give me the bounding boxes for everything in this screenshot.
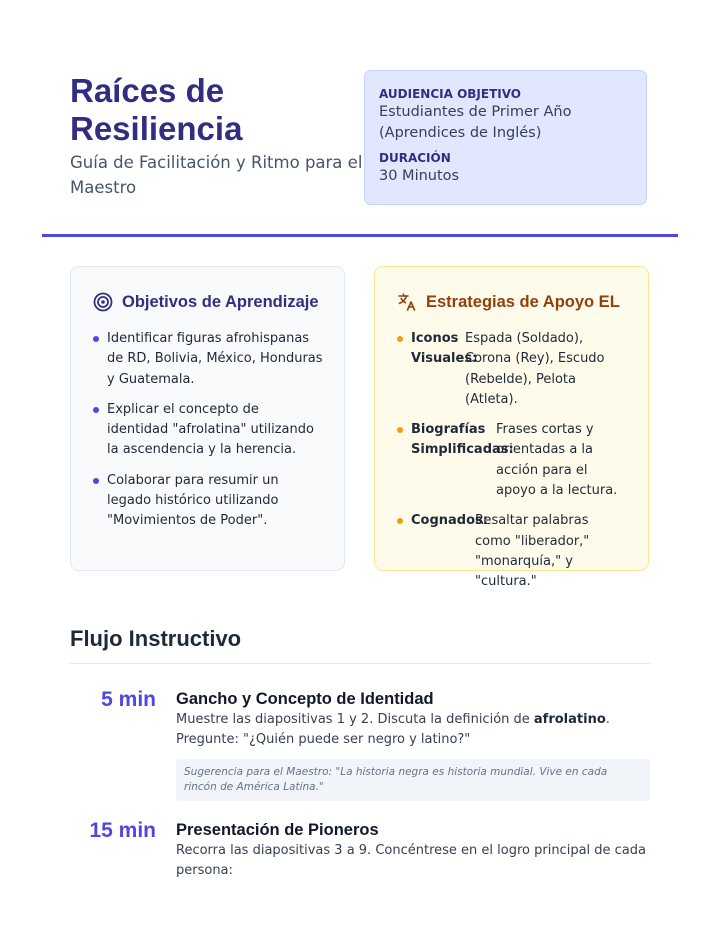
objective-item: Colaborar para resumir un legado histórico utilizando "Movimientos de Poder". [93, 471, 324, 532]
meta-box [364, 70, 647, 205]
step-text: Recorra las diapositivas 3 a 9. Concéntrese en el logro principal de cada persona: [176, 843, 646, 878]
step-text-part: . Pregunte: "¿Quién puede ser negro y latino?" [176, 712, 610, 747]
duration-label: DURACIÓN [379, 151, 451, 165]
audience-value: Estudiantes de Primer Año (Aprendices de Inglés) [379, 104, 572, 141]
el-strategy-item [397, 329, 628, 410]
step-time: 15 min [89, 819, 156, 842]
flow-title: Flujo Instructivo [70, 626, 242, 651]
translate-icon [397, 292, 417, 312]
strategy-desc: Resaltar palabras como "liberador," "monarquía," y "cultura." [475, 513, 590, 590]
strategy-term: Cognados: [411, 513, 488, 529]
el-support-title: Estrategias de Apoyo EL [426, 292, 620, 311]
step-text [176, 710, 650, 749]
teacher-tip: Sugerencia para el Maestro: "La historia negra es historia mundial. Vive en cada rincón de América Latina." [176, 759, 650, 801]
objectives-title: Objetivos de Aprendizaje [122, 292, 319, 311]
objectives-card [70, 266, 345, 571]
strategy-desc: Frases cortas y orientadas a la acción para el apoyo a la lectura. [496, 422, 618, 499]
step-title: Presentación de Pioneros [176, 821, 379, 839]
el-strategy-item [397, 511, 628, 592]
strategy-desc: Espada (Soldado), Corona (Rey), Escudo (Rebelde), Pelota (Atleta). [465, 331, 605, 407]
step-time: 5 min [101, 688, 156, 711]
objectives-header [93, 289, 324, 315]
strategy-term: Iconos Visuales: [411, 331, 478, 367]
objective-item: Identificar figuras afrohispanas de RD, Bolivia, México, Honduras y Guatemala. [93, 329, 324, 390]
el-support-card [374, 266, 649, 590]
step-text-bold: afrolatino [533, 712, 606, 727]
strategy-term: Biografías Simplificadas: [411, 422, 514, 458]
el-support-header [397, 289, 628, 315]
el-support-list [397, 329, 628, 593]
step-text-part: Muestre las diapositivas 1 y 2. Discuta la definición de [176, 712, 534, 727]
target-icon [93, 292, 113, 312]
page-title: Raíces de Resiliencia [70, 72, 243, 147]
audience-label: AUDIENCIA OBJETIVO [379, 87, 522, 101]
step-body [176, 819, 650, 880]
objective-item: Explicar el concepto de identidad "afrolatina" utilizando la ascendencia y la herencia. [93, 400, 324, 461]
step-body [176, 688, 650, 801]
step-title: Gancho y Concepto de Identidad [176, 690, 434, 708]
objectives-list [93, 329, 324, 532]
flow-divider [70, 663, 650, 664]
page-subtitle: Guía de Facilitación y Ritmo para el Maestro [70, 153, 363, 197]
duration-value: 30 Minutos [379, 168, 460, 184]
el-strategy-item [397, 420, 628, 501]
header-divider [42, 234, 678, 237]
